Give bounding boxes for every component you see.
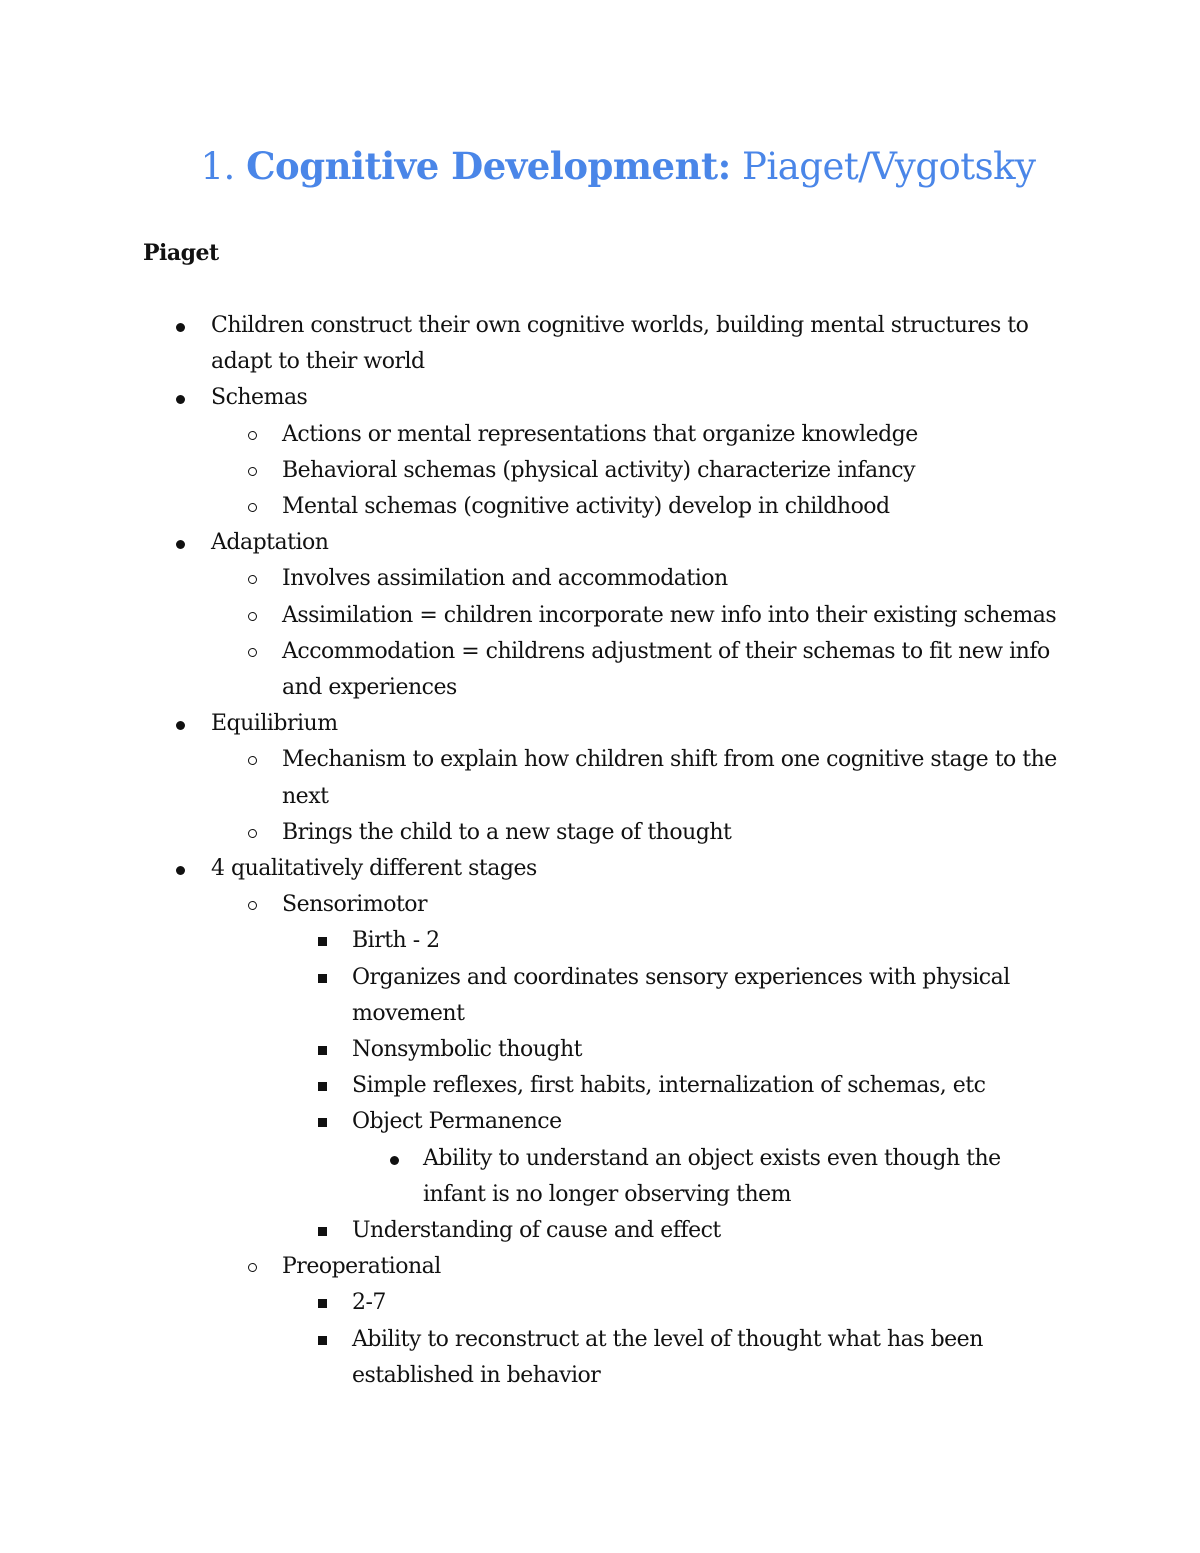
list-item-text: Sensorimotor bbox=[282, 892, 428, 918]
list-item bbox=[0, 960, 1052, 1032]
list-item bbox=[0, 815, 1072, 851]
list-item bbox=[0, 706, 1081, 742]
list-item-text: Organizes and coordinates sensory experiences with physical movement bbox=[352, 964, 1010, 1026]
list-item bbox=[0, 1213, 1052, 1249]
list-item-text: Preoperational bbox=[282, 1254, 441, 1280]
list-item-text: 2-7 bbox=[352, 1290, 386, 1316]
list-item-text: Brings the child to a new stage of thought bbox=[282, 819, 732, 845]
list-item-text: Behavioral schemas (physical activity) characterize infancy bbox=[282, 457, 916, 483]
list-item-text: 4 qualitatively different stages bbox=[211, 856, 537, 882]
list-item bbox=[0, 1285, 1052, 1321]
list-item-text: Equilibrium bbox=[211, 711, 338, 737]
list-item-text: Actions or mental representations that organize knowledge bbox=[282, 421, 918, 447]
list-item-text: Involves assimilation and accommodation bbox=[282, 566, 728, 592]
list-item-text: Birth - 2 bbox=[352, 928, 440, 954]
list-item bbox=[0, 453, 1072, 489]
list-item bbox=[0, 1068, 1052, 1104]
list-item bbox=[0, 923, 1052, 959]
heading-title-bold: Cognitive Development: bbox=[246, 144, 731, 188]
list-item-text: Nonsymbolic thought bbox=[352, 1037, 582, 1063]
list-item bbox=[0, 1104, 1052, 1140]
list-item bbox=[0, 308, 1081, 380]
list-item bbox=[0, 417, 1072, 453]
list-item bbox=[0, 380, 1081, 416]
list-item-text: Children construct their own cognitive worlds, building mental structures to adapt to their world bbox=[211, 313, 1029, 375]
list-item bbox=[0, 1032, 1052, 1068]
list-item-text: Accommodation = childrens adjustment of their schemas to fit new info and experiences bbox=[282, 638, 1050, 701]
list-item bbox=[0, 561, 1072, 597]
list-item-text: Object Permanence bbox=[352, 1109, 562, 1135]
list-item-text: Simple reflexes, first habits, internalization of schemas, etc bbox=[352, 1073, 986, 1099]
list-item-text: Mental schemas (cognitive activity) develop in childhood bbox=[282, 494, 890, 520]
list-item-text: Assimilation = children incorporate new info into their existing schemas bbox=[282, 602, 1057, 628]
list-item bbox=[0, 1322, 1052, 1394]
list-item-text: Ability to reconstruct at the level of thought what has been established in behavior bbox=[352, 1326, 983, 1388]
heading-title-rest: Piaget/Vygotsky bbox=[742, 145, 1036, 188]
list-item-text: Ability to understand an object exists even though the infant is no longer observing them bbox=[423, 1145, 1001, 1207]
list-item bbox=[0, 634, 1072, 706]
list-item bbox=[0, 1141, 1043, 1213]
list-item bbox=[0, 525, 1081, 561]
list-item bbox=[0, 887, 1072, 923]
section-label: Piaget bbox=[143, 240, 219, 266]
list-item-text: Adaptation bbox=[211, 530, 329, 556]
list-item-text: Understanding of cause and effect bbox=[352, 1218, 721, 1244]
list-item-text: Schemas bbox=[211, 385, 308, 411]
bullet-outline bbox=[0, 308, 1200, 1394]
page-title bbox=[0, 144, 1200, 188]
heading-number: 1. bbox=[200, 145, 235, 188]
list-item bbox=[0, 851, 1081, 887]
list-item bbox=[0, 598, 1072, 634]
list-item-text: Mechanism to explain how children shift from one cognitive stage to the next bbox=[282, 747, 1057, 809]
list-item bbox=[0, 489, 1072, 525]
list-item bbox=[0, 742, 1072, 814]
list-item bbox=[0, 1249, 1072, 1285]
